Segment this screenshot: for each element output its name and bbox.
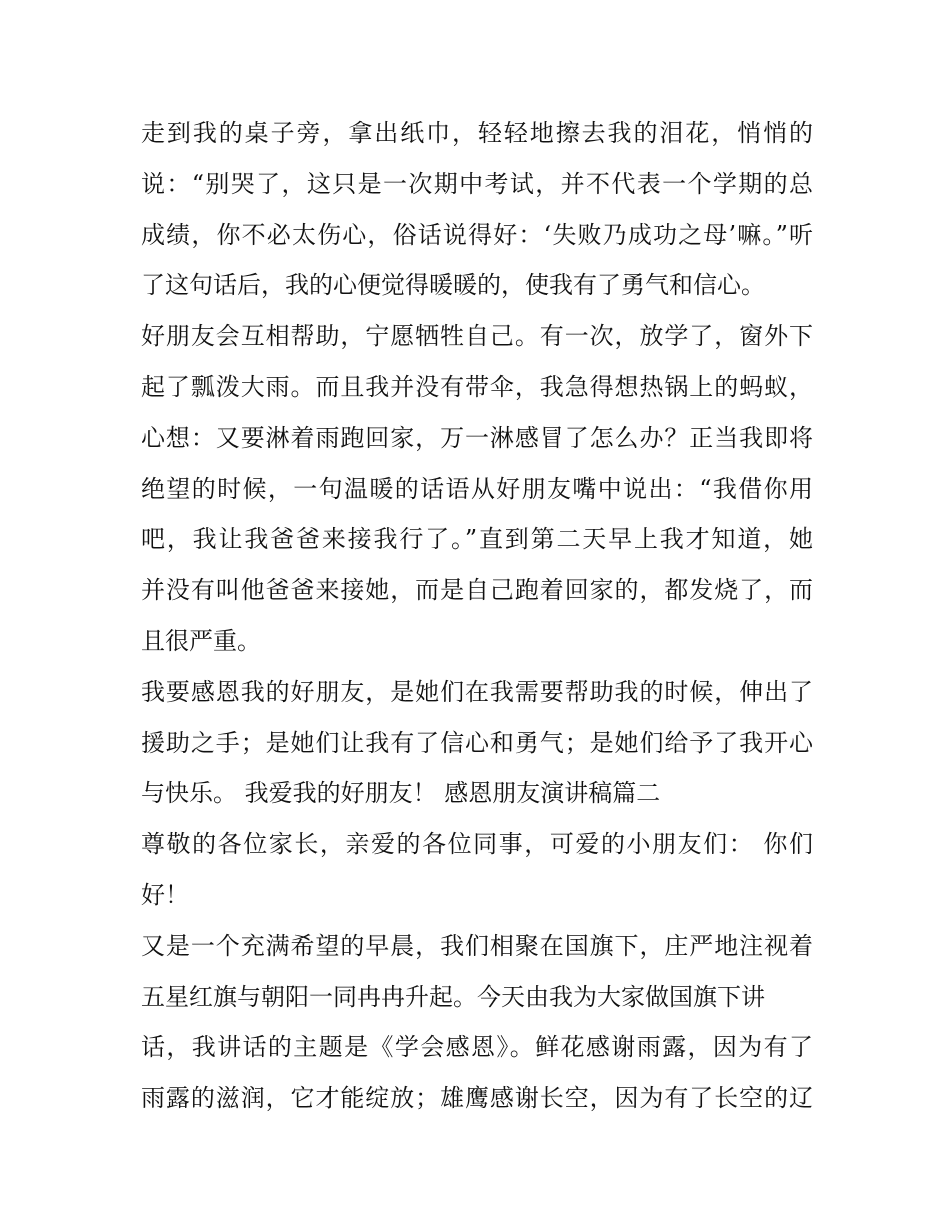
text-line: 尊敬的各位家长，亲爱的各位同事，可爱的小朋友们： 你们: [141, 830, 813, 859]
text-line: 雨露的滋润，它才能绽放；雄鹰感谢长空，因为有了长空的辽: [141, 1084, 813, 1113]
text-line: 了这句话后，我的心便觉得暖暖的，使我有了勇气和信心。: [141, 271, 765, 300]
text-line: 说：“别哭了，这只是一次期中考试，并不代表一个学期的总: [141, 169, 813, 198]
text-line: 起了瓢泼大雨。而且我并没有带伞，我急得想热锅上的蚂蚁，: [141, 372, 813, 401]
text-line: 好朋友会互相帮助，宁愿牺牲自己。有一次，放学了，窗外下: [141, 322, 813, 351]
text-line: 并没有叫他爸爸来接她，而是自己跑着回家的，都发烧了，而: [141, 576, 813, 605]
text-line: 话，我讲话的主题是《学会感恩》。鲜花感谢雨露，因为有了: [141, 1033, 813, 1062]
text-line: 援助之手；是她们让我有了信心和勇气；是她们给予了我开心: [141, 728, 813, 757]
text-line: 且很严重。: [141, 626, 261, 655]
body-text: [141, 108, 813, 1124]
text-line: 五星红旗与朝阳一同冉冉升起。今天由我为大家做国旗下讲: [141, 982, 765, 1011]
text-line: 又是一个充满希望的早晨，我们相聚在国旗下，庄严地注视着: [141, 931, 813, 960]
text-line: 吧，我让我爸爸来接我行了。”直到第二天早上我才知道，她: [141, 525, 813, 554]
text-line: 好！: [141, 880, 189, 909]
text-line: 我要感恩我的好朋友，是她们在我需要帮助我的时候，伸出了: [141, 677, 813, 706]
text-line: 绝望的时候，一句温暖的话语从好朋友嘴中说出：“我借你用: [141, 474, 813, 503]
text-line: 走到我的桌子旁，拿出纸巾，轻轻地擦去我的泪花，悄悄的: [141, 119, 813, 147]
text-line: 与快乐。 我爱我的好朋友！ 感恩朋友演讲稿篇二: [141, 779, 661, 808]
text-line: 心想：又要淋着雨跑回家，万一淋感冒了怎么办？正当我即将: [141, 423, 813, 452]
text-line: 成绩，你不必太伤心，俗话说得好：‘失败乃成功之母’嘛。”听: [141, 220, 813, 249]
